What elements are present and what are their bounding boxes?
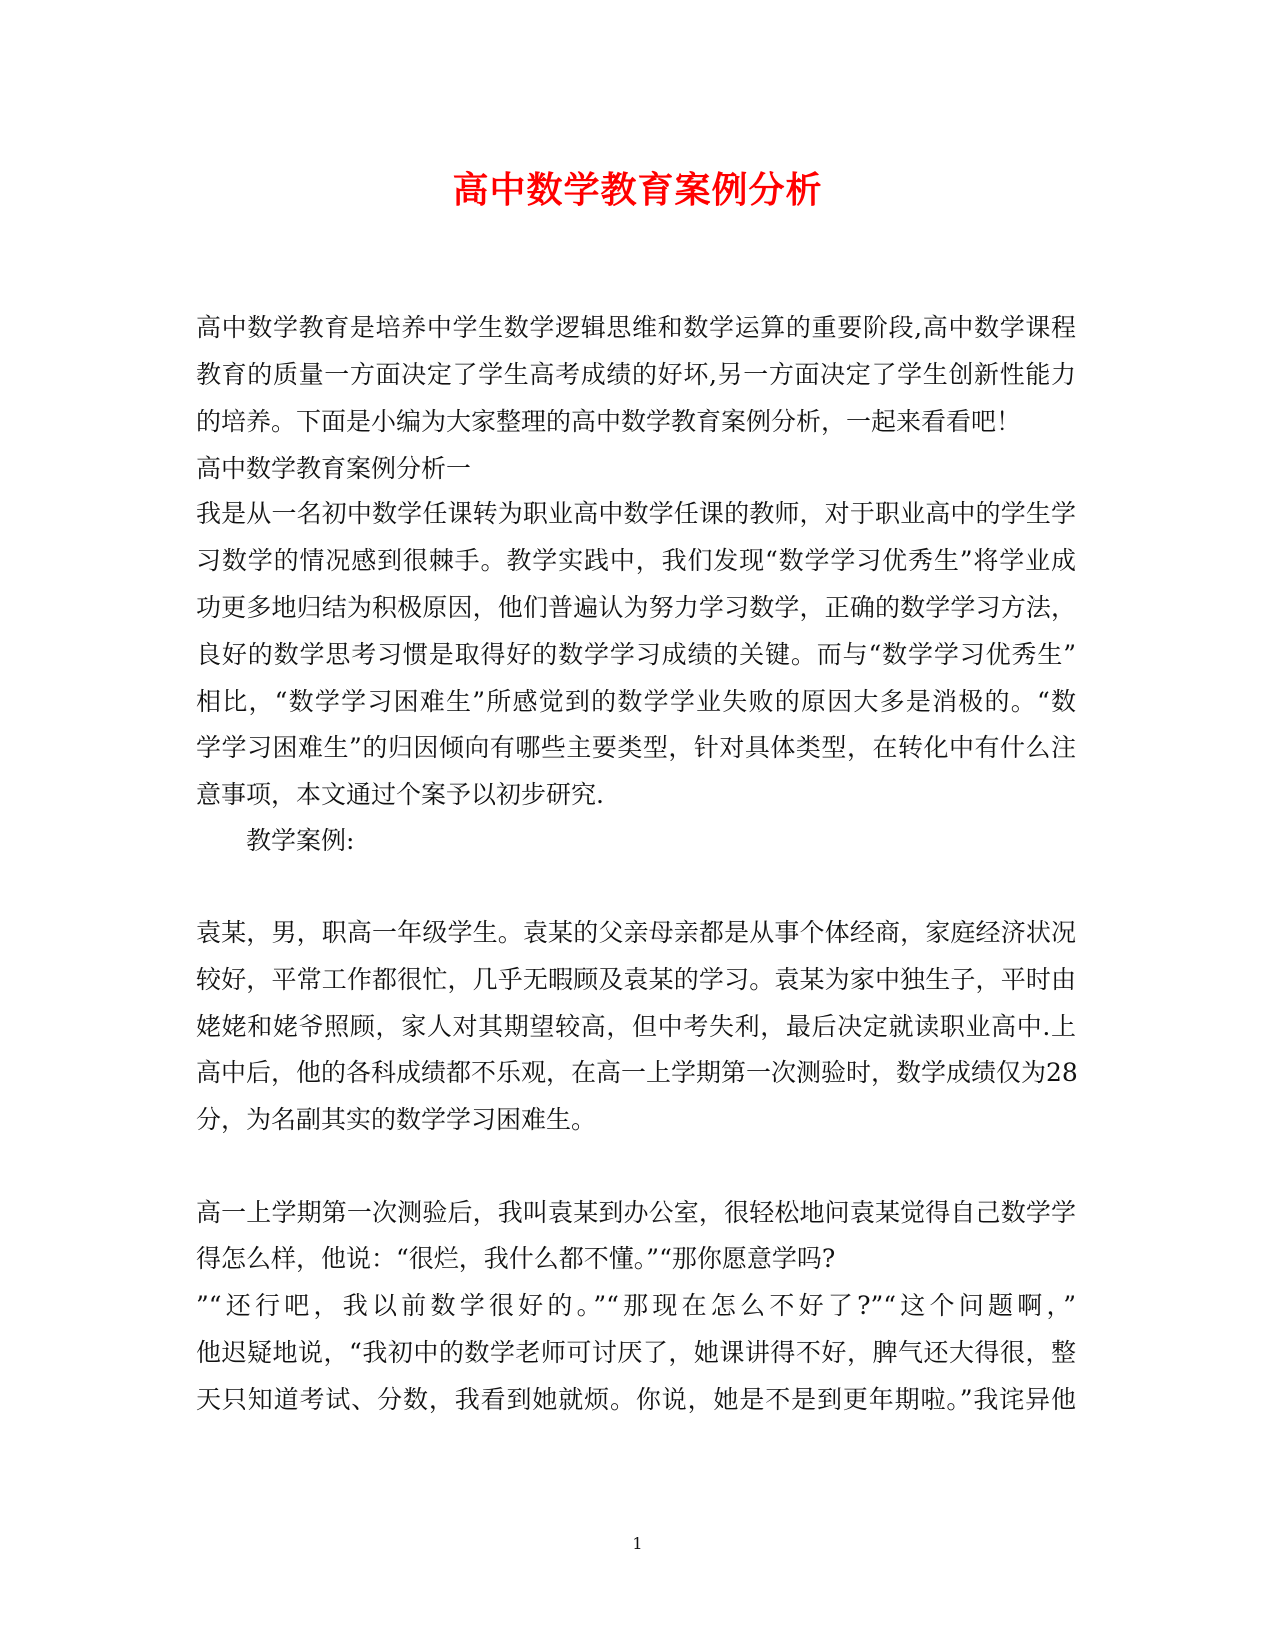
body-line: 袁某，男，职高一年级学生。袁某的父亲母亲都是从事个体经商，家庭经济状况	[196, 918, 1076, 947]
document-title: 高中数学教育案例分析	[452, 169, 823, 211]
body-line: ”“还行吧，我以前数学很好的。”“那现在怎么不好了?”“这个问题啊，”	[196, 1291, 1076, 1320]
body-line: 学学习困难生”的归因倾向有哪些主要类型，针对具体类型，在转化中有什么注	[196, 733, 1076, 762]
subheading: 教学案例:	[246, 826, 355, 855]
body-line: 得怎么样，他说：“很烂，我什么都不懂。”“那你愿意学吗?	[196, 1244, 836, 1273]
body-line: 教育的质量一方面决定了学生高考成绩的好坏,另一方面决定了学生创新性能力	[196, 360, 1076, 389]
body-line: 我是从一名初中数学任课转为职业高中数学任课的教师，对于职业高中的学生学	[196, 499, 1076, 528]
body-line: 分，为名副其实的数学学习困难生。	[196, 1105, 597, 1134]
body-line: 的培养。下面是小编为大家整理的高中数学教育案例分析，一起来看看吧！	[196, 407, 1022, 436]
body-line: 良好的数学思考习惯是取得好的数学学习成绩的关键。而与“数学学习优秀生”	[196, 640, 1076, 669]
body-line: 功更多地归结为积极原因，他们普遍认为努力学习数学，正确的数学学习方法，	[196, 593, 1076, 622]
body-line: 天只知道考试、分数，我看到她就烦。你说，她是不是到更年期啦。”我诧异他	[196, 1385, 1076, 1414]
body-line: 意事项，本文通过个案予以初步研究.	[196, 780, 604, 809]
section-heading: 高中数学教育案例分析一	[196, 454, 472, 483]
body-line: 习数学的情况感到很棘手。教学实践中，我们发现“数学学习优秀生”将学业成	[196, 546, 1076, 575]
body-line: 相比，“数学学习困难生”所感觉到的数学学业失败的原因大多是消极的。“数	[196, 687, 1076, 716]
body-line: 高中数学教育是培养中学生数学逻辑思维和数学运算的重要阶段,高中数学课程	[196, 313, 1076, 342]
body-line: 较好，平常工作都很忙，几乎无暇顾及袁某的学习。袁某为家中独生子，平时由	[196, 965, 1076, 994]
body-line: 高中后，他的各科成绩都不乐观，在高一上学期第一次测验时，数学成绩仅为28	[196, 1058, 1078, 1087]
page-number: 1	[632, 1534, 643, 1553]
body-line: 高一上学期第一次测验后，我叫袁某到办公室，很轻松地问袁某觉得自己数学学	[196, 1198, 1076, 1227]
body-line: 姥姥和姥爷照顾，家人对其期望较高，但中考失利，最后决定就读职业高中.上	[196, 1012, 1076, 1041]
body-line: 他迟疑地说，“我初中的数学老师可讨厌了，她课讲得不好，脾气还大得很，整	[196, 1338, 1076, 1367]
